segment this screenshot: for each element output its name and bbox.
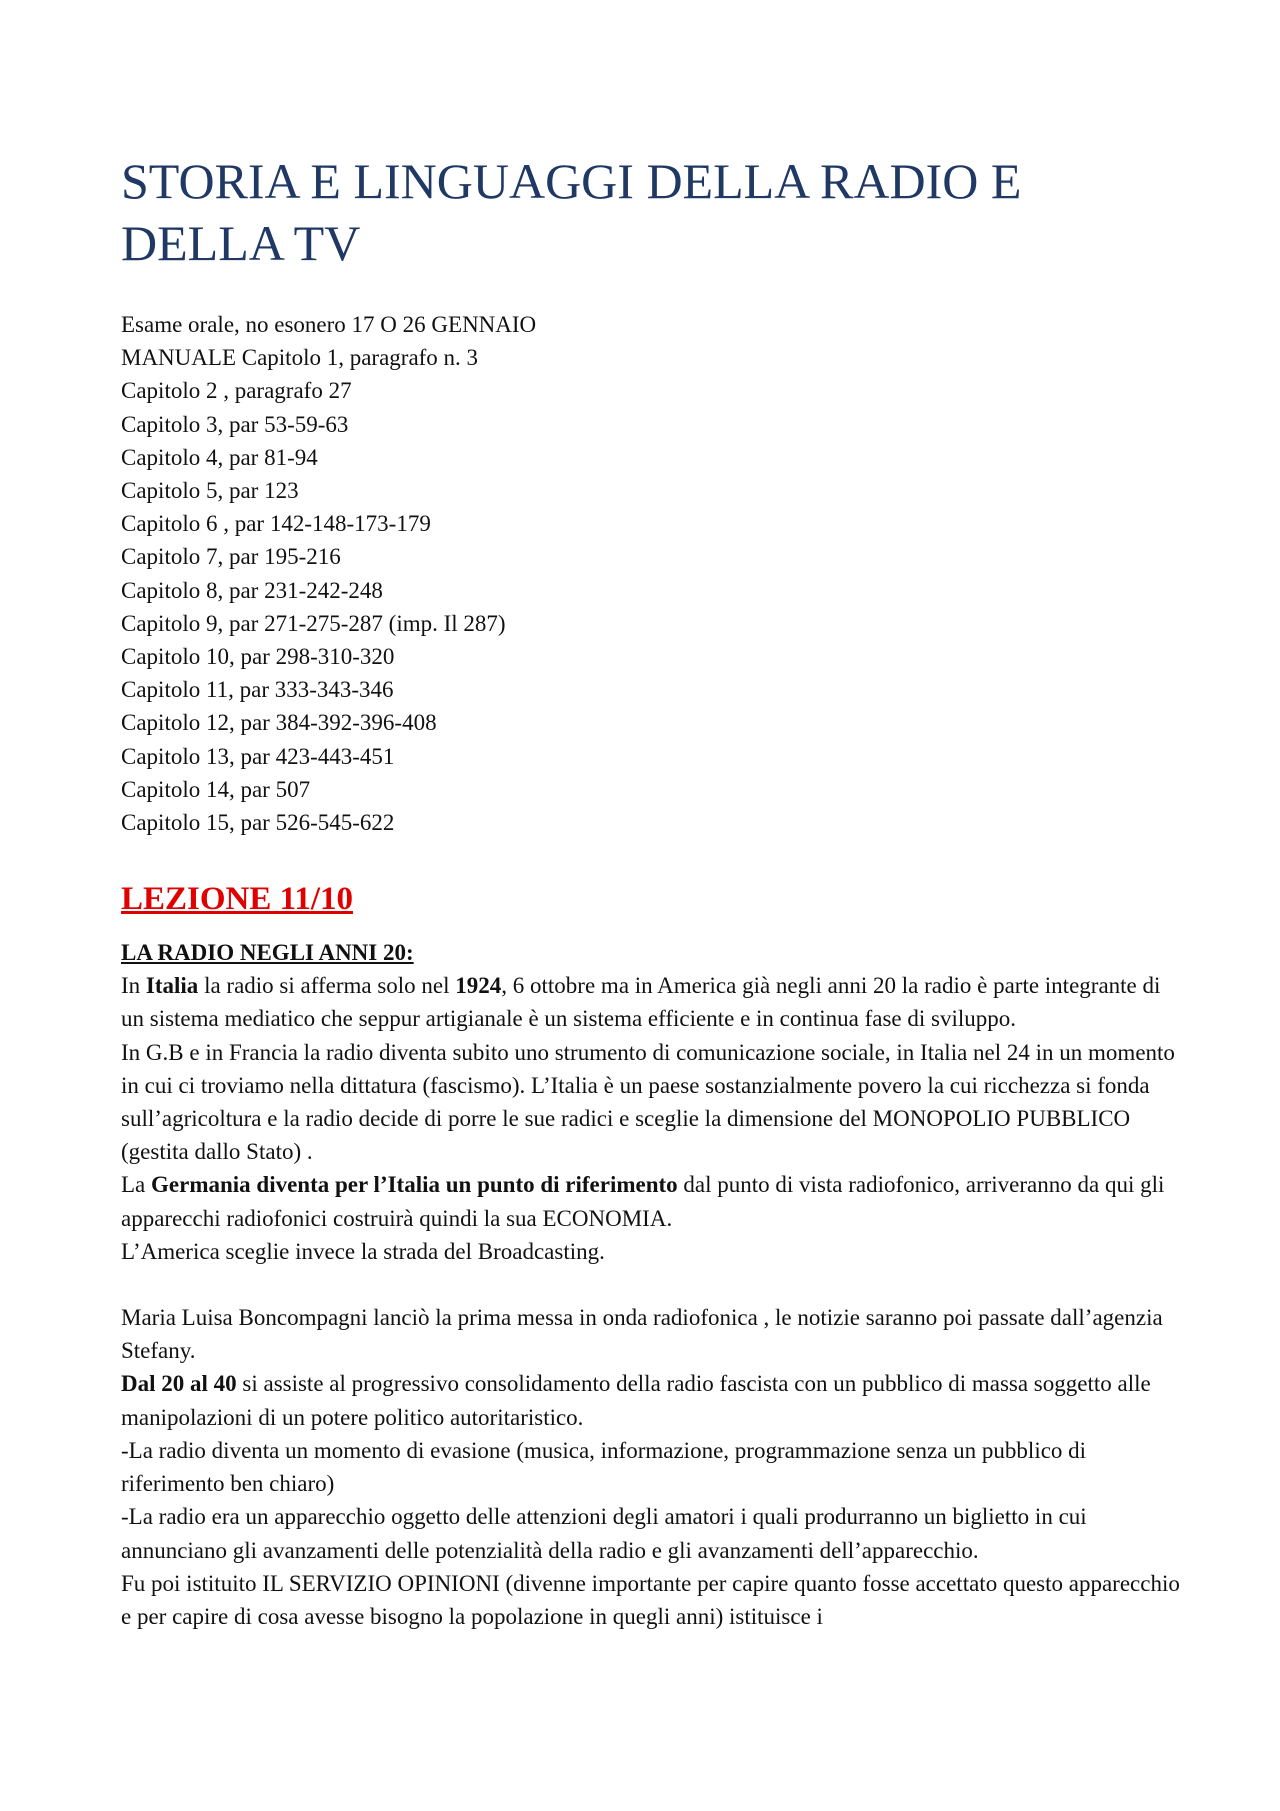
paragraph-boncompagni: Maria Luisa Boncompagni lanciò la prima messa in onda radiofonica , le notizie saranno poi passate dall’agenzia Stefany. — [121, 1305, 1163, 1364]
paragraph-spacer — [121, 1268, 1181, 1301]
document-title: STORIA E LINGUAGGI DELLA RADIO E DELLA TV — [121, 153, 1022, 271]
exam-info-line: Esame orale, no esonero 17 O 26 GENNAIO — [121, 312, 537, 337]
bold-text: 1924 — [455, 973, 502, 999]
lesson-heading: LEZIONE 11/10 — [121, 881, 353, 918]
manual-chapter-line: MANUALE Capitolo 1, paragrafo n. 3 — [121, 345, 479, 371]
text-run: , 6 ottobre ma in America già negli anni 20 la radio è parte integrante di un sistema mediatico che seppur artigianale è un sistema efficiente e in continua fase di sviluppo. — [121, 973, 1161, 1032]
paragraph-italia — [121, 969, 1181, 1035]
chapter-line: Capitolo 3, par 53-59-63 — [121, 411, 349, 437]
paragraph-evasione: -La radio diventa un momento di evasione (musica, informazione, programmazione senza un pubblico di riferimento ben chiaro) — [121, 1437, 1087, 1497]
chapter-line: Capitolo 7, par 195-216 — [121, 544, 341, 570]
paragraph-dal-20-al-40 — [121, 1367, 1181, 1433]
paragraph-amatori: -La radio era un apparecchio oggetto delle attenzioni degli amatori i quali produrranno un biglietto in cui annunciano gli avanzamenti delle potenzialità della radio e gli avanzamenti dell’apparecchio. — [121, 1504, 1087, 1563]
chapter-line: Capitolo 5, par 123 — [121, 478, 299, 504]
chapter-line: Capitolo 8, par 231-242-248 — [121, 577, 383, 603]
paragraph-germania — [121, 1168, 1181, 1234]
chapter-line: Capitolo 6 , par 142-148-173-179 — [121, 511, 431, 537]
chapter-line: Capitolo 2 , paragrafo 27 — [121, 378, 352, 404]
bold-text: Italia — [145, 973, 199, 999]
chapter-line: Capitolo 4, par 81-94 — [121, 444, 318, 470]
exam-info-list — [121, 308, 1181, 839]
bold-text: Dal 20 al 40 — [121, 1371, 237, 1397]
text-run: La — [121, 1172, 152, 1198]
chapter-line: Capitolo 11, par 333-343-346 — [121, 677, 394, 703]
paragraph-america: L’America sceglie invece la strada del Broadcasting. — [121, 1238, 605, 1264]
document-content — [121, 150, 1181, 1633]
chapter-line: Capitolo 13, par 423-443-451 — [121, 743, 395, 769]
text-run: In — [121, 973, 146, 999]
text-run: si assiste al progressivo consolidamento della radio fascista con un pubblico di massa soggetto alle manipolazioni di un potere politico autoritaristico. — [121, 1371, 1151, 1430]
chapter-line: Capitolo 15, par 526-545-622 — [121, 810, 395, 836]
paragraph-gb-francia: In G.B e in Francia la radio diventa subito uno strumento di comunicazione sociale, in Italia nel 24 in un momento in cui ci troviamo nella dittatura (fascismo). L’Italia è un paese sostanzialmente povero la cui ricchezza si fonda sull’agricoltura e la radio decide di porre le sue radici e sceglie la dimensione del MONOPOLIO PUBBLICO (gestita dallo Stato) . — [121, 1039, 1175, 1165]
text-run: dal punto di vista radiofonico, arriveranno da qui gli apparecchi radiofonici costruirà quindi la sua ECONOMIA. — [121, 1172, 1165, 1231]
text-run: la radio si afferma solo nel — [198, 973, 456, 999]
paragraph-servizio-opinioni: Fu poi istituito IL SERVIZIO OPINIONI (divenne importante per capire quanto fosse accettato questo apparecchio e per capire di cosa avesse bisogno la popolazione in quegli anni) istituisce i — [121, 1570, 1180, 1629]
bold-text: Germania diventa per l’Italia un punto di riferimento — [151, 1172, 678, 1198]
chapter-line: Capitolo 9, par 271-275-287 (imp. Il 287) — [121, 610, 506, 636]
chapter-line: Capitolo 12, par 384-392-396-408 — [121, 710, 437, 736]
section-heading: LA RADIO NEGLI ANNI 20: — [121, 940, 414, 966]
chapter-line: Capitolo 10, par 298-310-320 — [121, 644, 395, 670]
chapter-line: Capitolo 14, par 507 — [121, 776, 311, 802]
